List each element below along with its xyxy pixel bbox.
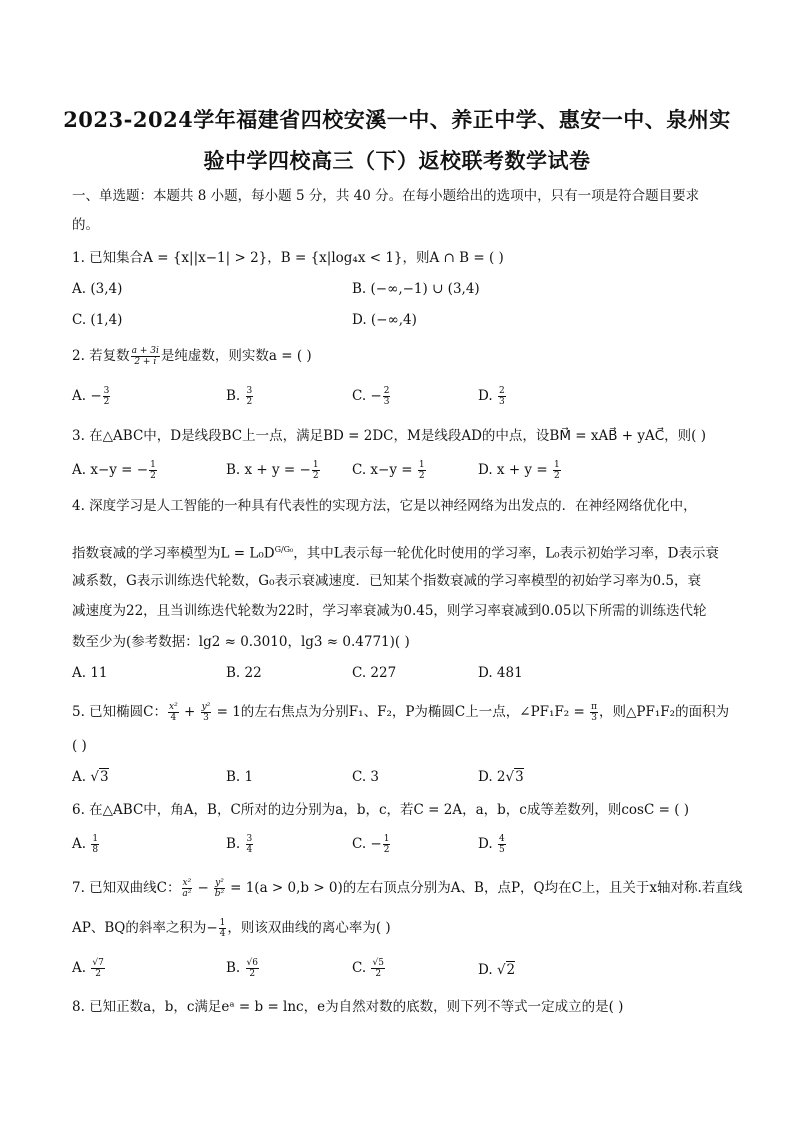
q3-option-d bbox=[478, 460, 562, 481]
q6-c-den: 2 bbox=[383, 845, 390, 855]
q6-option-d bbox=[478, 834, 507, 855]
q7-y-frac bbox=[214, 878, 225, 899]
q7-option-c bbox=[352, 958, 386, 979]
q6-d-den: 5 bbox=[498, 845, 505, 855]
q2-d-frac bbox=[498, 386, 506, 407]
q5-d-radicand: 3 bbox=[515, 769, 524, 785]
q6-d-num: 4 bbox=[498, 834, 505, 844]
q7-a-frac bbox=[91, 958, 104, 979]
q7-line2-prefix: AP、BQ的斜率之积为− bbox=[72, 920, 218, 936]
q2-b-label: B. bbox=[226, 388, 245, 404]
q4-option-b: B. 22 bbox=[226, 665, 262, 681]
q5-option-a bbox=[72, 769, 109, 785]
q5-y-frac bbox=[201, 702, 212, 723]
q3-d-den: 2 bbox=[553, 471, 560, 481]
q2-b-frac bbox=[246, 386, 254, 407]
q4-formula: 指数衰减的学习率模型为L = L₀D bbox=[72, 545, 275, 562]
q5-prefix: 5. 已知椭圆C： bbox=[72, 704, 168, 720]
q7-x-den: a² bbox=[182, 889, 192, 899]
sqrt-icon: √ bbox=[372, 958, 379, 968]
q5-d-label: D. 2 bbox=[478, 769, 506, 785]
q5-suffix: ，则△PF₁F₂的面积为 bbox=[599, 704, 730, 720]
sqrt-icon: √ bbox=[90, 769, 99, 785]
q2-c-label: C. − bbox=[352, 388, 382, 404]
q5-option-b: B. 1 bbox=[226, 769, 254, 785]
q7-line2-suffix: ，则该双曲线的离心率为( ) bbox=[227, 920, 391, 936]
q1-option-a: A. (3,4) bbox=[72, 281, 123, 297]
q5-angle-frac bbox=[590, 702, 598, 723]
q6-b-num: 3 bbox=[246, 834, 253, 844]
q5-x-den: 4 bbox=[170, 713, 177, 723]
q3-option-c bbox=[352, 460, 427, 481]
q6-b-den: 4 bbox=[246, 845, 253, 855]
q5-option-d bbox=[478, 769, 524, 785]
q6-d-frac bbox=[498, 834, 506, 855]
q5-middle: = 1的左右焦点为分别F₁、F₂，P为椭圆C上一点，∠PF₁F₂ = bbox=[212, 704, 590, 720]
q3-b-den: 2 bbox=[312, 471, 319, 481]
q1-option-b: B. (−∞,−1) ∪ (3,4) bbox=[352, 281, 480, 297]
q2-option-c bbox=[352, 386, 391, 407]
q4-formula-exponent: G/G₀ bbox=[274, 545, 294, 554]
q5-angle-num: π bbox=[591, 702, 598, 712]
q7-c-label: C. bbox=[352, 960, 371, 976]
q3-a-frac bbox=[149, 460, 157, 481]
q2-option-b bbox=[226, 386, 254, 407]
question-2-stem bbox=[72, 346, 732, 367]
q6-a-frac bbox=[91, 834, 99, 855]
q6-option-a bbox=[72, 834, 100, 855]
q1-option-c: C. (1,4) bbox=[72, 312, 123, 328]
q6-b-label: B. bbox=[226, 836, 245, 852]
q7-minus: − bbox=[193, 880, 214, 896]
q2-c-frac bbox=[383, 386, 391, 407]
question-8-stem: 8. 已知正数a，b，c满足eᵃ = b = lnc，e为自然对数的底数，则下列不等式一定成立的是( ) bbox=[72, 999, 624, 1015]
q7-option-b bbox=[226, 958, 260, 979]
question-4-line2 bbox=[72, 540, 732, 564]
q4-option-d: D. 481 bbox=[478, 665, 523, 681]
q7-x-frac bbox=[182, 878, 193, 899]
q7-y-den: b² bbox=[214, 889, 225, 899]
q7-a-den: 2 bbox=[95, 969, 101, 979]
q7-slope-den: 4 bbox=[219, 929, 226, 939]
q7-b-frac bbox=[246, 958, 259, 979]
q2-a-label: A. − bbox=[72, 388, 102, 404]
q4-line2-rest: ，其中L表示每一轮优化时使用的学习率，L₀表示初始学习率，D表示衰 bbox=[293, 545, 719, 562]
q2-frac-num: a + 3i bbox=[131, 346, 159, 356]
q6-a-num: 1 bbox=[92, 834, 99, 844]
q7-option-a bbox=[72, 958, 106, 979]
q5-a-radicand: 3 bbox=[99, 769, 109, 785]
q7-slope-num: 1 bbox=[219, 918, 226, 928]
q7-suffix: = 1(a > 0,b > 0)的左右顶点分别为A、B，点P，Q均在C上，且关于x轴对称.若直线 bbox=[225, 880, 743, 896]
q7-c-num bbox=[371, 958, 384, 969]
question-4-line3: 减系数，G表示训练迭代轮数，G₀表示衰减速度．已知某个指数衰减的学习率模型的初始学习率为0.5，衰 bbox=[72, 573, 701, 589]
q7-b-radicand: 6 bbox=[252, 958, 258, 968]
q4-option-a: A. 11 bbox=[72, 665, 108, 681]
q7-a-num bbox=[91, 958, 104, 969]
question-4-line1: 4. 深度学习是人工智能的一种具有代表性的实现方法，它是以神经网络为出发点的．在神经网络优化中， bbox=[72, 498, 697, 514]
q7-a-radicand: 7 bbox=[98, 958, 104, 968]
q2-option-d bbox=[478, 386, 507, 407]
q7-b-label: B. bbox=[226, 960, 245, 976]
q2-a-num: 3 bbox=[103, 386, 110, 396]
q6-option-b bbox=[226, 834, 254, 855]
q6-a-label: A. bbox=[72, 836, 91, 852]
q1-option-d: D. (−∞,4) bbox=[352, 312, 417, 328]
q7-a-label: A. bbox=[72, 960, 91, 976]
q2-d-den: 3 bbox=[498, 397, 505, 407]
q3-c-text: C. x−y = bbox=[352, 462, 417, 478]
question-6-stem: 6. 在△ABC中，角A，B，C所对的边分别为a，b，c，若C = 2A，a，b，c成等差数列，则cosC = ( ) bbox=[72, 802, 690, 818]
question-4-line5: 数至少为(参考数据：lg2 ≈ 0.3010，lg3 ≈ 0.4771)( ) bbox=[72, 634, 410, 650]
q3-d-num: 1 bbox=[553, 460, 560, 470]
q7-slope-frac bbox=[219, 918, 227, 939]
q3-option-b bbox=[226, 460, 321, 481]
q5-a-label: A. bbox=[72, 769, 91, 785]
section-instructions-cont: 的。 bbox=[72, 217, 99, 233]
q7-c-frac bbox=[371, 958, 384, 979]
q2-b-num: 3 bbox=[246, 386, 253, 396]
q6-b-frac bbox=[246, 834, 254, 855]
sqrt-icon: √ bbox=[246, 958, 253, 968]
q3-c-den: 2 bbox=[418, 471, 425, 481]
q5-angle-den: 3 bbox=[591, 713, 597, 723]
question-1-stem: 1. 已知集合A = {x||x−1| > 2}，B = {x|log₄x < 1}，则A ∩ B = ( ) bbox=[72, 250, 504, 266]
q7-b-num bbox=[246, 958, 259, 969]
q5-x-frac bbox=[168, 702, 179, 723]
q3-b-frac bbox=[312, 460, 320, 481]
q3-b-num: 1 bbox=[312, 460, 319, 470]
q2-a-frac bbox=[103, 386, 111, 407]
q3-b-text: B. x + y = − bbox=[226, 462, 311, 478]
q3-d-text: D. x + y = bbox=[478, 462, 552, 478]
q7-d-label: D. bbox=[478, 962, 497, 978]
q3-c-num: 1 bbox=[418, 460, 425, 470]
q5-y-den: 3 bbox=[203, 713, 209, 723]
q7-c-den: 2 bbox=[375, 969, 382, 979]
q6-a-den: 8 bbox=[92, 845, 99, 855]
q2-b-den: 2 bbox=[246, 397, 253, 407]
q5-option-c: C. 3 bbox=[352, 769, 380, 785]
question-4-line4: 减速度为22，且当训练迭代轮数为22时，学习率衰减为0.45，则学习率衰减到0.05以下所需的训练迭代轮 bbox=[72, 603, 707, 619]
question-7-stem bbox=[72, 878, 743, 899]
q3-option-a bbox=[72, 460, 158, 481]
q2-c-den: 3 bbox=[383, 397, 390, 407]
sqrt-icon: √ bbox=[92, 958, 99, 968]
q3-a-text: A. x−y = − bbox=[72, 462, 149, 478]
q4-option-c: C. 227 bbox=[352, 665, 397, 681]
q7-x-num: x² bbox=[182, 878, 192, 888]
q6-option-c bbox=[352, 834, 391, 855]
question-3-stem: 3. 在△ABC中，D是线段BC上一点，满足BD = 2DC，M是线段AD的中点，设BM⃗ = xAB⃗ + yAC⃗，则( ) bbox=[72, 428, 707, 444]
q5-plus: + bbox=[179, 704, 200, 720]
q6-d-label: D. bbox=[478, 836, 497, 852]
q7-c-radicand: 5 bbox=[378, 958, 384, 968]
q2-frac-den: 2 + i bbox=[134, 357, 157, 367]
q2-d-num: 2 bbox=[498, 386, 505, 396]
sqrt-icon: √ bbox=[505, 769, 515, 785]
question-5-stem bbox=[72, 702, 732, 723]
q7-b-den: 2 bbox=[249, 969, 256, 979]
q2-option-a bbox=[72, 386, 111, 407]
q6-c-frac bbox=[383, 834, 391, 855]
q2-c-num: 2 bbox=[383, 386, 390, 396]
q7-option-d bbox=[478, 962, 515, 978]
exam-title-line2: 验中学四校高三（下）返校联考数学试卷 bbox=[203, 148, 591, 173]
q3-d-frac bbox=[553, 460, 561, 481]
exam-title-line1: 2023-2024学年福建省四校安溪一中、养正中学、惠安一中、泉州实 bbox=[63, 107, 731, 132]
question-7-line2 bbox=[72, 918, 732, 939]
question-5-line2: ( ) bbox=[72, 738, 87, 754]
q2-fraction bbox=[131, 346, 160, 367]
q7-y-num: y² bbox=[215, 878, 224, 888]
q3-a-num: 1 bbox=[150, 460, 156, 470]
q2-d-label: D. bbox=[478, 388, 497, 404]
q3-c-frac bbox=[418, 460, 426, 481]
q6-c-label: C. − bbox=[352, 836, 382, 852]
section-instructions: 一、单选题：本题共 8 小题，每小题 5 分，共 40 分。在每小题给出的选项中，只有一项是符合题目要求 bbox=[72, 188, 700, 204]
q2-suffix: 是纯虚数，则实数a = ( ) bbox=[160, 348, 312, 364]
q7-d-radicand: 2 bbox=[506, 962, 516, 978]
q5-x-num: x² bbox=[169, 702, 178, 712]
q7-prefix: 7. 已知双曲线C： bbox=[72, 880, 181, 896]
q2-prefix: 2. 若复数 bbox=[72, 348, 130, 364]
q6-c-num: 1 bbox=[383, 834, 390, 844]
q5-y-num: y² bbox=[201, 702, 211, 712]
q3-a-den: 2 bbox=[150, 471, 156, 481]
sqrt-icon: √ bbox=[496, 962, 506, 978]
q2-a-den: 2 bbox=[103, 397, 110, 407]
